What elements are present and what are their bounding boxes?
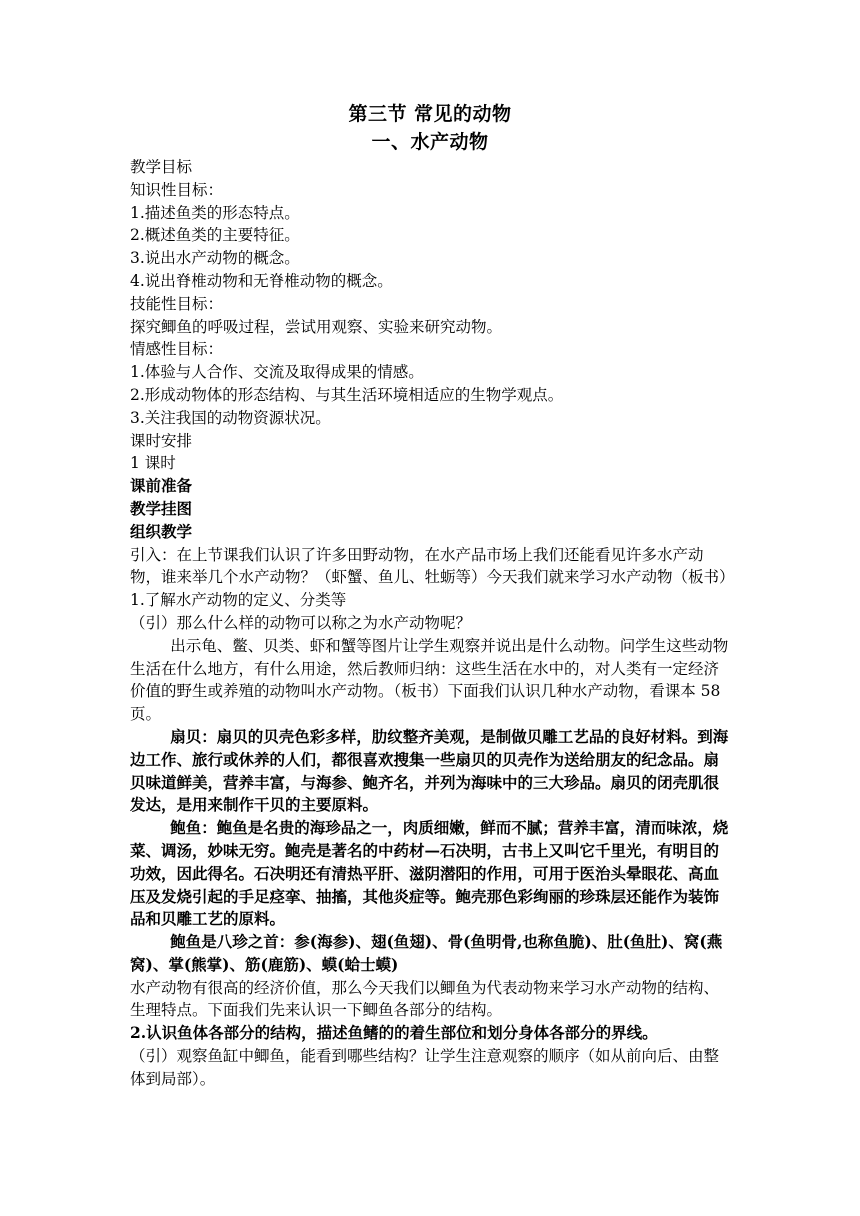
knowledge-item: 2.概述鱼类的主要特征。 [130, 226, 300, 245]
prep-text: 教学挂图 [130, 498, 193, 518]
objectives-heading: 教学目标 [130, 158, 193, 176]
section2-title: 2.认识鱼体各部分的结构，描述鱼鳍的的着生部位和划分身体各部分的界线。 [130, 1023, 658, 1043]
value-paragraph: 水产动物有很高的经济价值，那么今天我们以鲫鱼为代表动物来学习水产动物的结构、生理特点。下面我们先来认识一下鲫鱼各部分的结构。 [130, 978, 720, 1020]
knowledge-item: 3.说出水产动物的概念。 [130, 249, 300, 268]
page-subtitle: 一、水产动物 [371, 131, 489, 153]
emotion-heading: 情感性目标： [130, 340, 224, 359]
eight-treasures-paragraph: 鲍鱼是八珍之首：参(海参)、翅(鱼翅)、骨(鱼明骨,也称鱼脆)、肚(鱼肚)、窝(燕窝)、掌(熊掌)、筋(鹿筋)、蟆(蛤士蟆) [130, 932, 723, 974]
skill-heading: 技能性目标： [130, 294, 224, 313]
knowledge-item: 1.描述鱼类的形态特点。 [130, 203, 300, 222]
section1-question: （引）那么什么样的动物可以称之为水产动物呢？ [130, 613, 472, 632]
knowledge-item: 4.说出脊椎动物和无脊椎动物的概念。 [130, 271, 393, 290]
emotion-item: 2.形成动物体的形态结构、与其生活环境相适应的生物学观点。 [130, 385, 564, 404]
schedule-text: 1 课时 [130, 454, 176, 473]
section2-question: （引）观察鱼缸中鲫鱼，能看到哪些结构？让学生注意观察的顺序（如从前向后、由整体到局部）。 [130, 1047, 720, 1088]
abalone-paragraph: 鲍鱼：鲍鱼是名贵的海珍品之一，肉质细嫩，鲜而不腻；营养丰富，清而味浓，烧菜、调汤，妙味无穷。鲍壳是著名的中药材—石决明，古书上又叫它千里光，有明目的功效，因此得名。石决明还有清热平肝、滋阴潜阳的作用，可用于医治头晕眼花、高血压及发烧引起的手足痉挛、抽搐，其他炎症等。鲍壳那色彩绚丽的珍珠层还能作为装饰品和贝雕工艺的原料。 [130, 818, 729, 929]
prep-heading: 课前准备 [130, 476, 193, 496]
schedule-heading: 课时安排 [130, 431, 193, 450]
page-title: 第三节 常见的动物 [348, 103, 512, 125]
skill-text: 探究鲫鱼的呼吸过程，尝试用观察、实验来研究动物。 [130, 317, 503, 336]
knowledge-heading: 知识性目标： [130, 180, 224, 199]
scallop-paragraph: 扇贝：扇贝的贝壳色彩多样，肋纹整齐美观，是制做贝雕工艺品的良好材料。到海边工作、旅行或休养的人们，都很喜欢搜集一些扇贝的贝壳作为送给朋友的纪念品。扇贝味道鲜美，营养丰富，与海参、鲍齐名，并列为海味中的三大珍品。扇贝的闭壳肌很发达，是用来制作干贝的主要原料。 [130, 726, 729, 815]
emotion-item: 1.体验与人合作、交流及取得成果的情感。 [130, 363, 424, 382]
section1-paragraph: 出示龟、鳖、贝类、虾和蟹等图片让学生观察并说出是什么动物。问学生这些动物生活在什么地方，有什么用途，然后教师归纳：这些生活在水中的，对人类有一定经济价值的野生或养殖的动物叫水产动物。（板书）下面我们认识几种水产动物，看课本 58 页。 [130, 636, 729, 724]
section1-title: 1.了解水产动物的定义、分类等 [130, 591, 347, 610]
intro-paragraph: 引入：在上节课我们认识了许多田野动物，在水产品市场上我们还能看见许多水产动物，谁来举几个水产动物？（虾蟹、鱼儿、牡蛎等）今天我们就来学习水产动物（板书） [130, 545, 735, 587]
emotion-item: 3.关注我国的动物资源状况。 [130, 408, 331, 427]
org-heading: 组织教学 [130, 521, 193, 541]
